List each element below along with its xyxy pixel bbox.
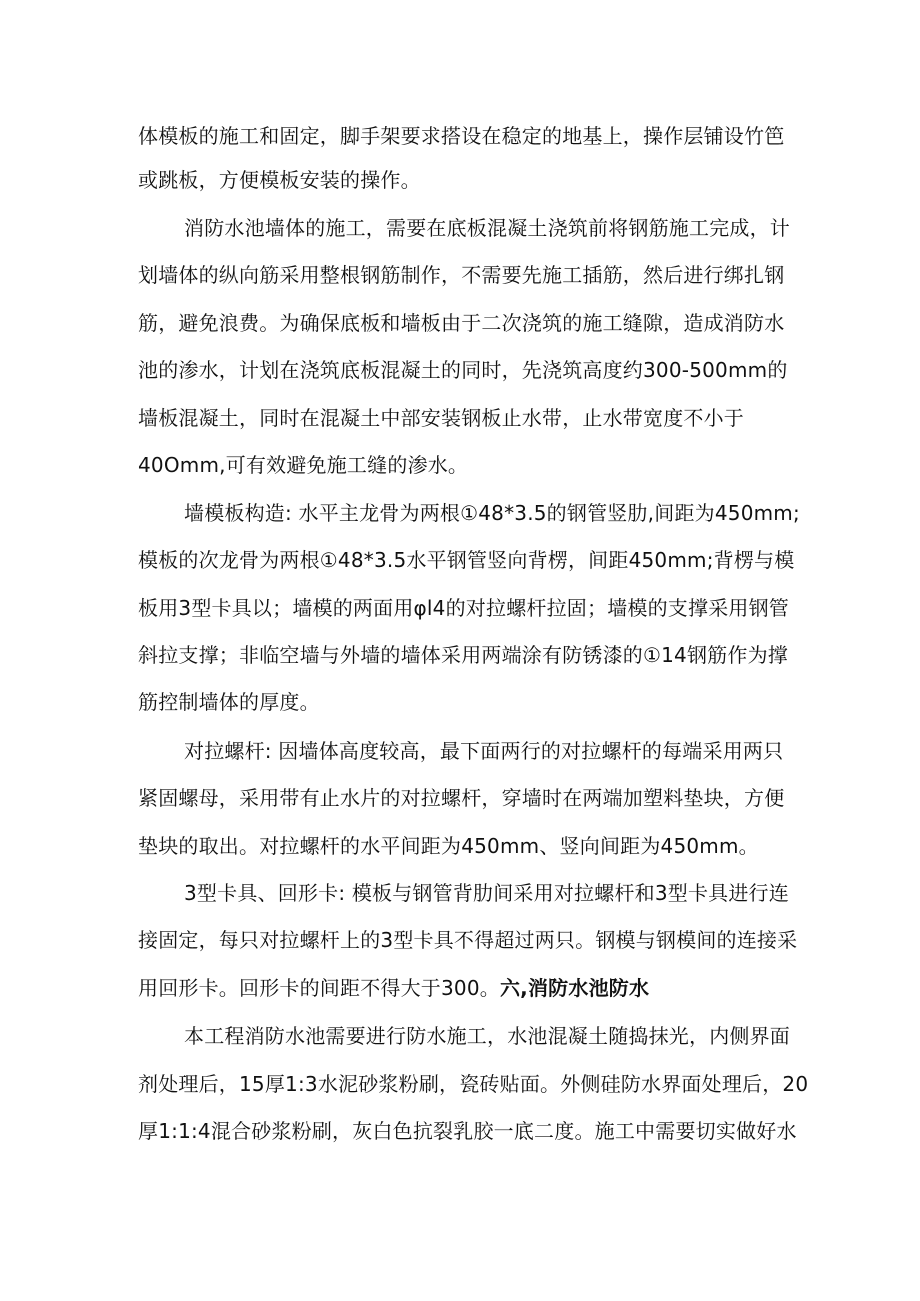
text-line: 划墙体的纵向筋采用整根钢筋制作，不需要先施工插筋，然后进行绑扎钢 (138, 263, 785, 287)
text-line: 接固定，每只对拉螺杆上的3型卡具不得超过两只。钢模与钢模间的连接采 (138, 928, 798, 952)
text-line: 垫块的取出。对拉螺杆的水平间距为450mm、竖向间距为450mm。 (138, 834, 759, 858)
text-fragment: 用回形卡。回形卡的间距不得大于300。 (138, 976, 500, 1000)
text-line: 或跳板，方便模板安装的操作。 (138, 168, 421, 192)
paragraph-start-line: 消防水池墙体的施工，需要在底板混凝土浇筑前将钢筋施工完成，计 (184, 216, 790, 240)
text-line: 40Omm,可有效避免施工缝的渗水。 (138, 453, 469, 477)
text-line-with-heading (138, 973, 649, 1003)
text-line: 筋控制墙体的厚度。 (138, 690, 320, 714)
paragraph-start-line: 墙模板构造: 水平主龙骨为两根①48*3.5的钢管竖肋,间距为450mm; (184, 501, 800, 525)
paragraph-start-line: 对拉螺杆: 因墙体高度较高，最下面两行的对拉螺杆的每端采用两只 (184, 739, 784, 763)
text-line: 体模板的施工和固定，脚手架要求搭设在稳定的地基上，操作层铺设竹笆 (138, 124, 785, 148)
section-heading: 六,消防水池防水 (499, 976, 650, 1000)
text-line: 板用3型卡具以；墙模的两面用φl4的对拉螺杆拉固；墙模的支撑采用钢管 (138, 596, 789, 620)
text-line: 厚1:1:4混合砂浆粉刷，灰白色抗裂乳胶一底二度。施工中需要切实做好水 (138, 1119, 797, 1143)
text-line: 筋，避免浪费。为确保底板和墙板由于二次浇筑的施工缝隙，造成消防水 (138, 311, 785, 335)
text-line: 剂处理后，15厚1:3水泥砂浆粉刷，瓷砖贴面。外侧硅防水界面处理后，20 (138, 1072, 809, 1096)
text-line: 模板的次龙骨为两根①48*3.5水平钢管竖向背楞，间距450mm;背楞与模 (138, 548, 795, 572)
text-line: 紧固螺母，采用带有止水片的对拉螺杆，穿墙时在两端加塑料垫块，方便 (138, 786, 785, 810)
text-line: 池的渗水，计划在浇筑底板混凝土的同时，先浇筑高度约300-500mm的 (138, 358, 788, 382)
text-line: 墙板混凝土，同时在混凝土中部安装钢板止水带，止水带宽度不小于 (138, 406, 744, 430)
text-line: 斜拉支撑；非临空墙与外墙的墙体采用两端涂有防锈漆的①14钢筋作为撑 (138, 643, 788, 667)
paragraph-start-line: 本工程消防水池需要进行防水施工，水池混凝土随捣抹光，内侧界面 (184, 1024, 790, 1048)
paragraph-start-line: 3型卡具、回形卡: 模板与钢管背肋间采用对拉螺杆和3型卡具进行连 (184, 881, 789, 905)
